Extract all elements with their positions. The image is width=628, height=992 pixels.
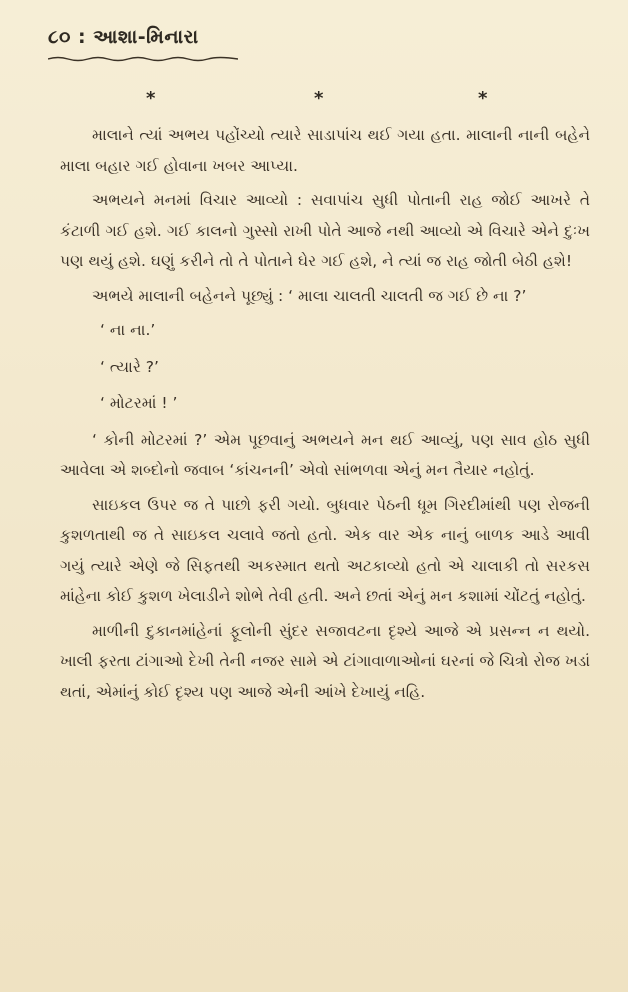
- paragraph: અભયે માલાની બહેનને પૂછ્યું : ‘ માલા ચાલતી ચાલતી જ ગઈ છે ના ?’: [92, 286, 527, 305]
- paragraph: માલાને ત્યાં અભય પહોંચ્યો ત્યારે સાડાપાંચ થઈ ગયા હતા. માલાની નાની બહેને માલા બહાર ગઈ હોવાના ખબર આપ્યા.: [60, 126, 590, 175]
- paragraph: માળીની દુકાનમાંહેનાં ફૂલોની સુંદર સજાવટના દૃશ્યે આજે એ પ્રસન્ન ન થયો. ખાલી ફરતા ટાંગાઓ દેખી તેની નજર સામે એ ટાંગાવાળાઓનાં ઘરનાં જે ચિત્રો રોજ ખડાં થતાં, એમાંનું કોઈ દૃશ્ય પણ આજે એની આંખે દેખાયું નહિ.: [60, 621, 590, 701]
- section-break-star: *: [314, 88, 324, 109]
- dialog-line: ‘ ના ના.’: [100, 321, 156, 339]
- section-break-star: *: [146, 88, 156, 109]
- paragraph: સાઇકલ ઉપર જ તે પાછો ફરી ગયો. બુધવાર પેઠની ધૂમ ગિરદીમાંથી પણ રોજની કુશળતાથી જ તે સાઇકલ ચલાવે જતો હતો. એક વાર એક નાનું બાળક આડે આવી ગયું ત્યારે એણે જે સિફતથી અકસ્માત થતો અટકાવ્યો હતો એ ચાલાકી તો સરકસ માંહેના કોઈ કુશળ ખેલાડીને શોભે તેવી હતી. અને છતાં એનું મન કશામાં ચોંટતું નહોતું.: [60, 495, 590, 605]
- paragraph: ‘ કોની મોટરમાં ?’ એમ પૂછવાનું અભયને મન થઈ આવ્યું, પણ સાવ હોઠ સુધી આવેલા એ શબ્દોનો જવાબ ‘કાંચનની’ એવો સાંભળવા એનું મન તૈયાર નહોતું.: [60, 430, 590, 479]
- paragraph: અભયને મનમાં વિચાર આવ્યો : સવાપાંચ સુધી પોતાની રાહ જોઈ આખરે તે કંટાળી ગઈ હશે. ગઈ કાલનો ગુસ્સો રાખી પોતે આજે નથી આવ્યો એ વિચારે એને દુઃખ પણ થયું હશે. ઘણું કરીને તો તે પોતાને ઘેર ગઈ હશે, ને ત્યાં જ રાહ જોતી બેઠી હશે!: [60, 191, 590, 270]
- chapter-title: આશા-મિનારા: [93, 26, 199, 48]
- page-number: ૮૦: [48, 26, 71, 48]
- header-ornament-rule: [48, 56, 238, 62]
- running-head: [48, 26, 199, 48]
- dialog-line: ‘ મોટરમાં ! ’: [100, 394, 178, 412]
- section-break: [0, 88, 628, 112]
- dialog-line: ‘ ત્યારે ?’: [100, 357, 159, 376]
- body-text: [60, 120, 590, 711]
- header-separator: :: [78, 26, 87, 48]
- section-break-star: *: [478, 88, 488, 109]
